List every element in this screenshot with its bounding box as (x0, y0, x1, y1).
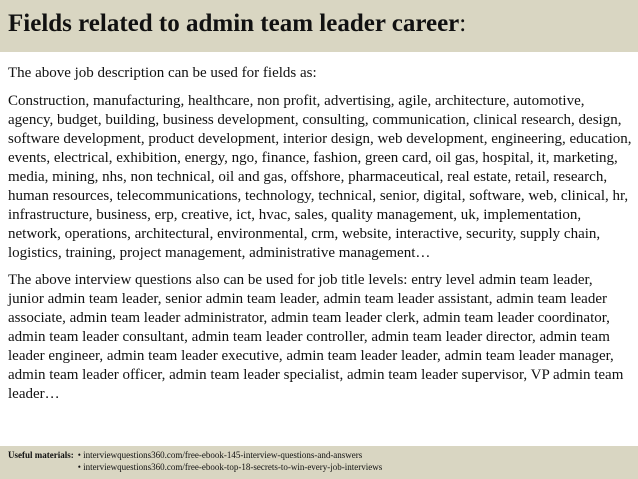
main-content (8, 64, 632, 404)
intro-text: The above job description can be used for fields as: (8, 65, 317, 81)
footer-link-ebook-top-18[interactable]: • interviewquestions360.com/free-ebook-top-18-secrets-to-win-every-job-interviews (77, 462, 383, 472)
page-title-text: Fields related to admin team leader career (8, 10, 460, 37)
footer-bar (0, 446, 638, 479)
fields-paragraph: Construction, manufacturing, healthcare, non profit, advertising, agile, architecture, automotive, agency, budget, building, business development, consulting, communication, clinical research, design, software development, product development, interior design, web development, engineering, education, events, electrical, exhibition, energy, ngo, finance, fashion, green card, oil gas, hospital, it, marketing, media, mining, nhs, non technical, oil and gas, offshore, pharmaceutical, real estate, retail, research, human resources, telecommunications, technology, technical, senior, digital, software, web, clinical, hr, infrastructure, business, erp, creative, ict, hvac, sales, quality management, uk, implementation, network, operations, architectural, environmental, crm, website, interactive, security, supply chain, logistics, training, project management, administrative management… (8, 93, 632, 261)
footer-link-ebook-145[interactable]: • interviewquestions360.com/free-ebook-145-interview-questions-and-answers (77, 450, 363, 460)
job-levels-paragraph: The above interview questions also can be used for job title levels: entry level admin team leader, junior admin team leader, senior admin team leader, admin team leader assistant, admin team leader associate, admin team leader administrator, admin team leader clerk, admin team leader coordinator, admin team leader consultant, admin team leader controller, admin team leader director, admin team leader engineer, admin team leader executive, admin team leader leader, admin team leader manager, admin team leader officer, admin team leader specialist, admin team leader supervisor, VP admin team leader… (8, 272, 624, 402)
page-title-colon: : (459, 10, 467, 37)
title-bar (0, 0, 638, 52)
footer-links (78, 449, 383, 479)
page-title (8, 6, 630, 42)
footer-label: Useful materials: (8, 450, 74, 460)
